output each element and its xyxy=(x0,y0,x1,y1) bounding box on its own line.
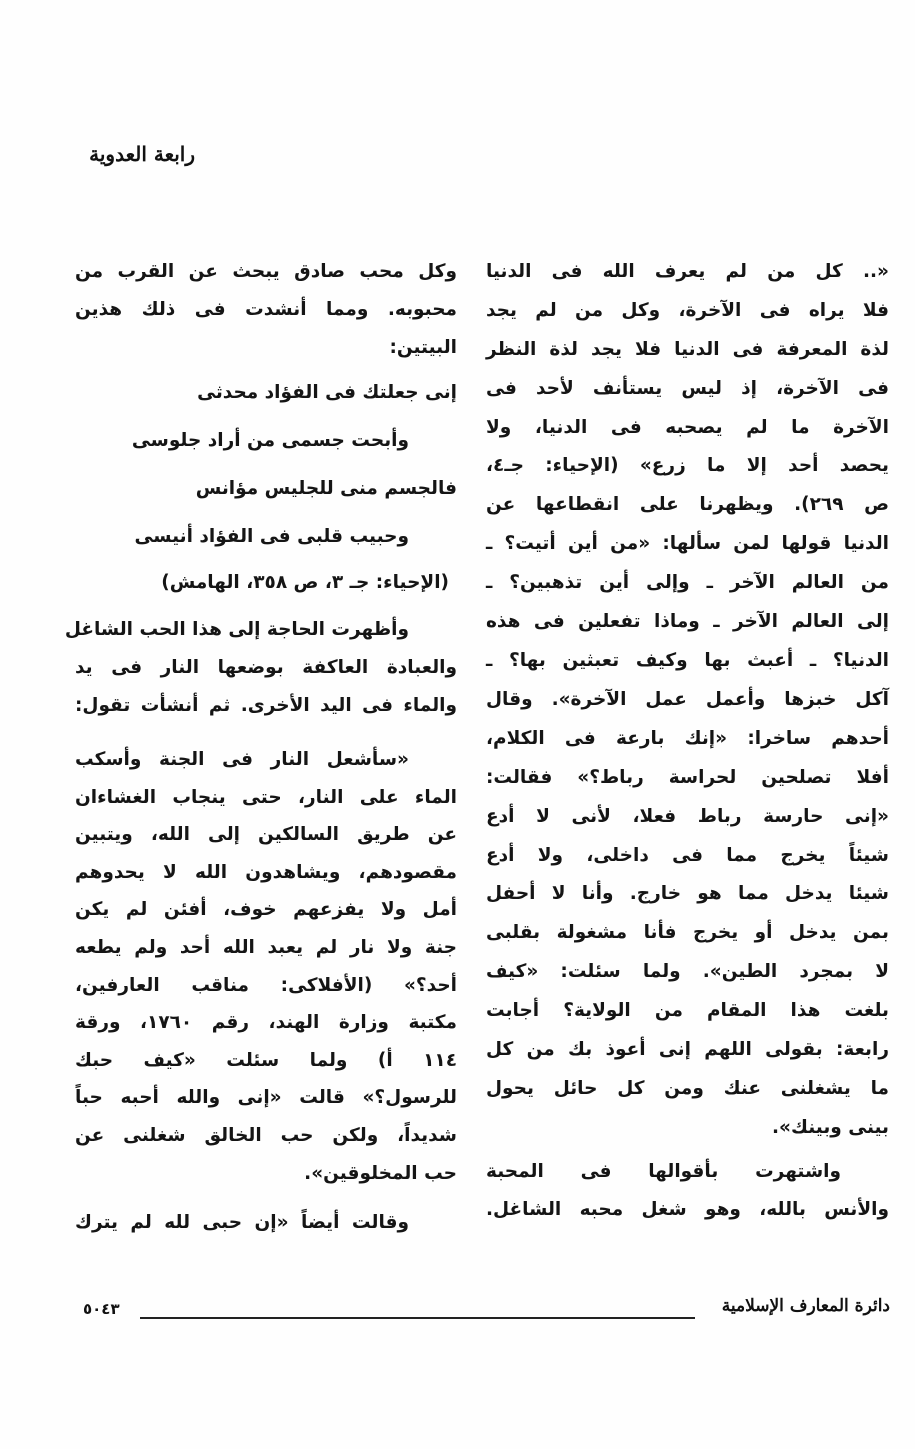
text-line: أحد؟» (الأفلاكى: مناقب العارفين، xyxy=(75,975,457,996)
text-line: لا بمجرد الطين». ولما سئلت: «كيف xyxy=(486,961,889,982)
text-line: بينى وبينك». xyxy=(772,1117,889,1138)
verse-line: وأبحت جسمى من أراد جلوسى xyxy=(131,430,409,451)
text-line: والماء فى اليد الأخرى. ثم أنشأت تقول: xyxy=(75,695,457,716)
text-line: مقصودهم، ويشاهدون الله لا يحدوهم xyxy=(75,862,457,883)
text-line: ص ٢٦٩). ويظهرنا على انقطاعها عن xyxy=(486,494,890,515)
text-line: فى الآخرة، إذ ليس يستأنف لأحد فى xyxy=(486,378,889,399)
text-line: محبوبه. ومما أنشدت فى ذلك هذين xyxy=(75,299,457,320)
citation-line: (الإحياء: جـ ٣، ص ٣٥٨، الهامش) xyxy=(161,572,449,593)
text-line: حب المخلوقين». xyxy=(304,1163,457,1184)
text-line: يحصد أحد إلا ما زرع» (الإحياء: جـ٤، xyxy=(486,455,889,476)
verse-line: إنى جعلتك فى الفؤاد محدثى xyxy=(197,382,457,403)
footer-divider xyxy=(140,1317,695,1319)
text-line: شيئا يدخل مما هو خارج. وأنا لا أحفل xyxy=(486,883,889,904)
text-line: «إنى حارسة رباط فعلا، لأنى لا أدع xyxy=(486,806,889,827)
text-line: والعبادة العاكفة بوضعها النار فى يد xyxy=(75,657,457,678)
text-line: جنة ولا نار لم يعبد الله أحد ولم يطعه xyxy=(75,937,457,958)
text-line: شيئاً يخرج مما فى داخلى، ولا أدع xyxy=(486,845,889,866)
text-line: من العالم الآخر ـ وإلى أين تذهبين؟ ـ xyxy=(486,572,889,593)
text-line: ما يشغلنى عنك ومن كل حائل يحول xyxy=(486,1078,889,1099)
text-line: أمل ولا يفزعهم خوف، أفئن لم يكن xyxy=(75,899,457,920)
page-number: ٥٠٤٣ xyxy=(83,1300,120,1318)
text-line: «سأشعل النار فى الجنة وأسكب xyxy=(75,749,409,770)
text-line: عن طريق السالكين إلى الله، ويتبين xyxy=(75,824,457,845)
text-line: للرسول؟» قالت «إنى والله أحبه حباً xyxy=(75,1087,457,1108)
text-line: «.. كل من لم يعرف الله فى الدنيا xyxy=(486,261,889,282)
text-line: ١١٤ أ) ولما سئلت «كيف حبك xyxy=(75,1050,457,1071)
text-line: آكل خبزها وأعمل عمل الآخرة». وقال xyxy=(486,689,889,710)
text-line: وأظهرت الحاجة إلى هذا الحب الشاغل xyxy=(64,619,409,640)
text-line: لذة المعرفة فى الدنيا فلا يجد لذة النظر xyxy=(486,339,889,360)
text-line: والأنس بالله، وهو شغل محبه الشاغل. xyxy=(486,1199,889,1220)
text-line: البيتين: xyxy=(389,337,457,358)
text-line: الماء على النار، حتى ينجاب الغشاءان xyxy=(75,787,457,808)
text-line: فلا يراه فى الآخرة، وكل من لم يجد xyxy=(486,300,889,321)
footer-publication-title: دائرة المعارف الإسلامية xyxy=(721,1296,890,1316)
text-line: مكتبة وزارة الهند، رقم ١٧٦٠، ورقة xyxy=(75,1012,457,1033)
text-line: الدنيا قولها لمن سألها: «من أين أتيت؟ ـ xyxy=(486,533,889,554)
text-line: أفلا تصلحين لحراسة رباط؟» فقالت: xyxy=(486,767,889,788)
text-line: الآخرة ما لم يصحبه فى الدنيا، ولا xyxy=(486,417,889,438)
running-header: رابعة العدوية xyxy=(89,142,195,166)
text-line: إلى العالم الآخر ـ وماذا تفعلين فى هذه xyxy=(486,611,889,632)
text-line: الدنيا؟ ـ أعبث بها وكيف تعبثين بها؟ ـ xyxy=(486,650,889,671)
text-line: أحدهم ساخرا: «إنك بارعة فى الكلام، xyxy=(486,728,889,749)
text-line: بلغت هذا المقام من الولاية؟ أجابت xyxy=(486,1000,889,1021)
text-line: واشتهرت بأقوالها فى المحبة xyxy=(486,1161,841,1182)
verse-line: فالجسم منى للجليس مؤانس xyxy=(195,478,457,499)
text-line: شديداً، ولكن حب الخالق شغلنى عن xyxy=(75,1125,457,1146)
text-line: رابعة: بقولى اللهم إنى أعوذ بك من كل xyxy=(486,1039,889,1060)
text-line: بمن يدخل أو يخرج فأنا مشغولة بقلبى xyxy=(486,922,889,943)
verse-line: وحبيب قلبى فى الفؤاد أنيسى xyxy=(134,526,409,547)
text-line: وقالت أيضاً «إن حبى لله لم يترك xyxy=(75,1212,409,1233)
text-line: وكل محب صادق يبحث عن القرب من xyxy=(75,261,457,282)
